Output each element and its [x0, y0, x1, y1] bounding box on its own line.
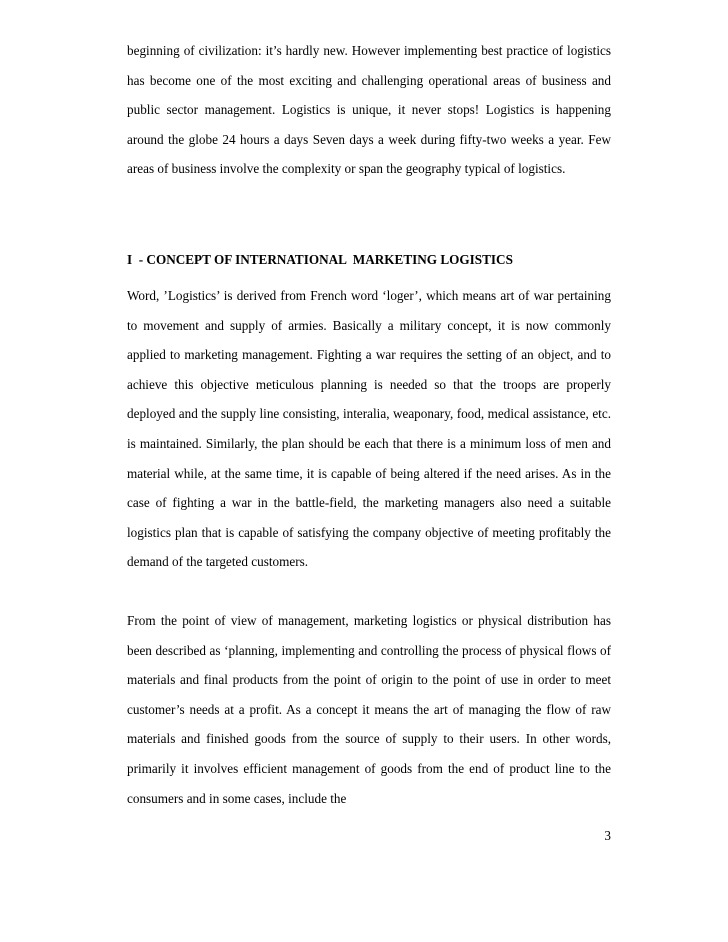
- section-heading: I - CONCEPT OF INTERNATIONAL MARKETING LOGISTICS: [127, 252, 513, 267]
- page-number: 3: [604, 828, 611, 843]
- paragraph-management-view: From the point of view of management, marketing logistics or physical distribution has been described as ‘planning, implementing and controlling the process of physical flows of materials and final products from the point of origin to the point of use in order to meet customer’s needs at a profit. As a concept it means the art of managing the flow of raw materials and finished goods from the source of supply to their users. In other words, primarily it involves efficient management of goods from the end of product line to the consumers and in some cases, include the: [127, 613, 611, 806]
- paragraph-intro: beginning of civilization: it’s hardly new. However implementing best practice of logistics has become one of the most exciting and challenging operational areas of business and public sector management. Logistics is unique, it never stops! Logistics is happening around the globe 24 hours a days Seven days a week during fifty-two weeks a year. Few areas of business involve the complexity or span the geography typical of logistics.: [127, 43, 611, 177]
- paragraph-logistics-origin: Word, ’Logistics’ is derived from French word ‘loger’, which means art of war pertaining to movement and supply of armies. Basically a military concept, it is now commonly applied to marketing management. Fighting a war requires the setting of an object, and to achieve this objective meticulous planning is needed so that the troops are properly deployed and the supply line consisting, interalia, weaponary, food, medical assistance, etc. is maintained. Similarly, the plan should be each that there is a minimum loss of men and material while, at the same time, it is capable of being altered if the need arises. As in the case of fighting a war in the battle-field, the marketing managers also need a suitable logistics plan that is capable of satisfying the company objective of meeting profitably the demand of the targeted customers.: [127, 288, 611, 570]
